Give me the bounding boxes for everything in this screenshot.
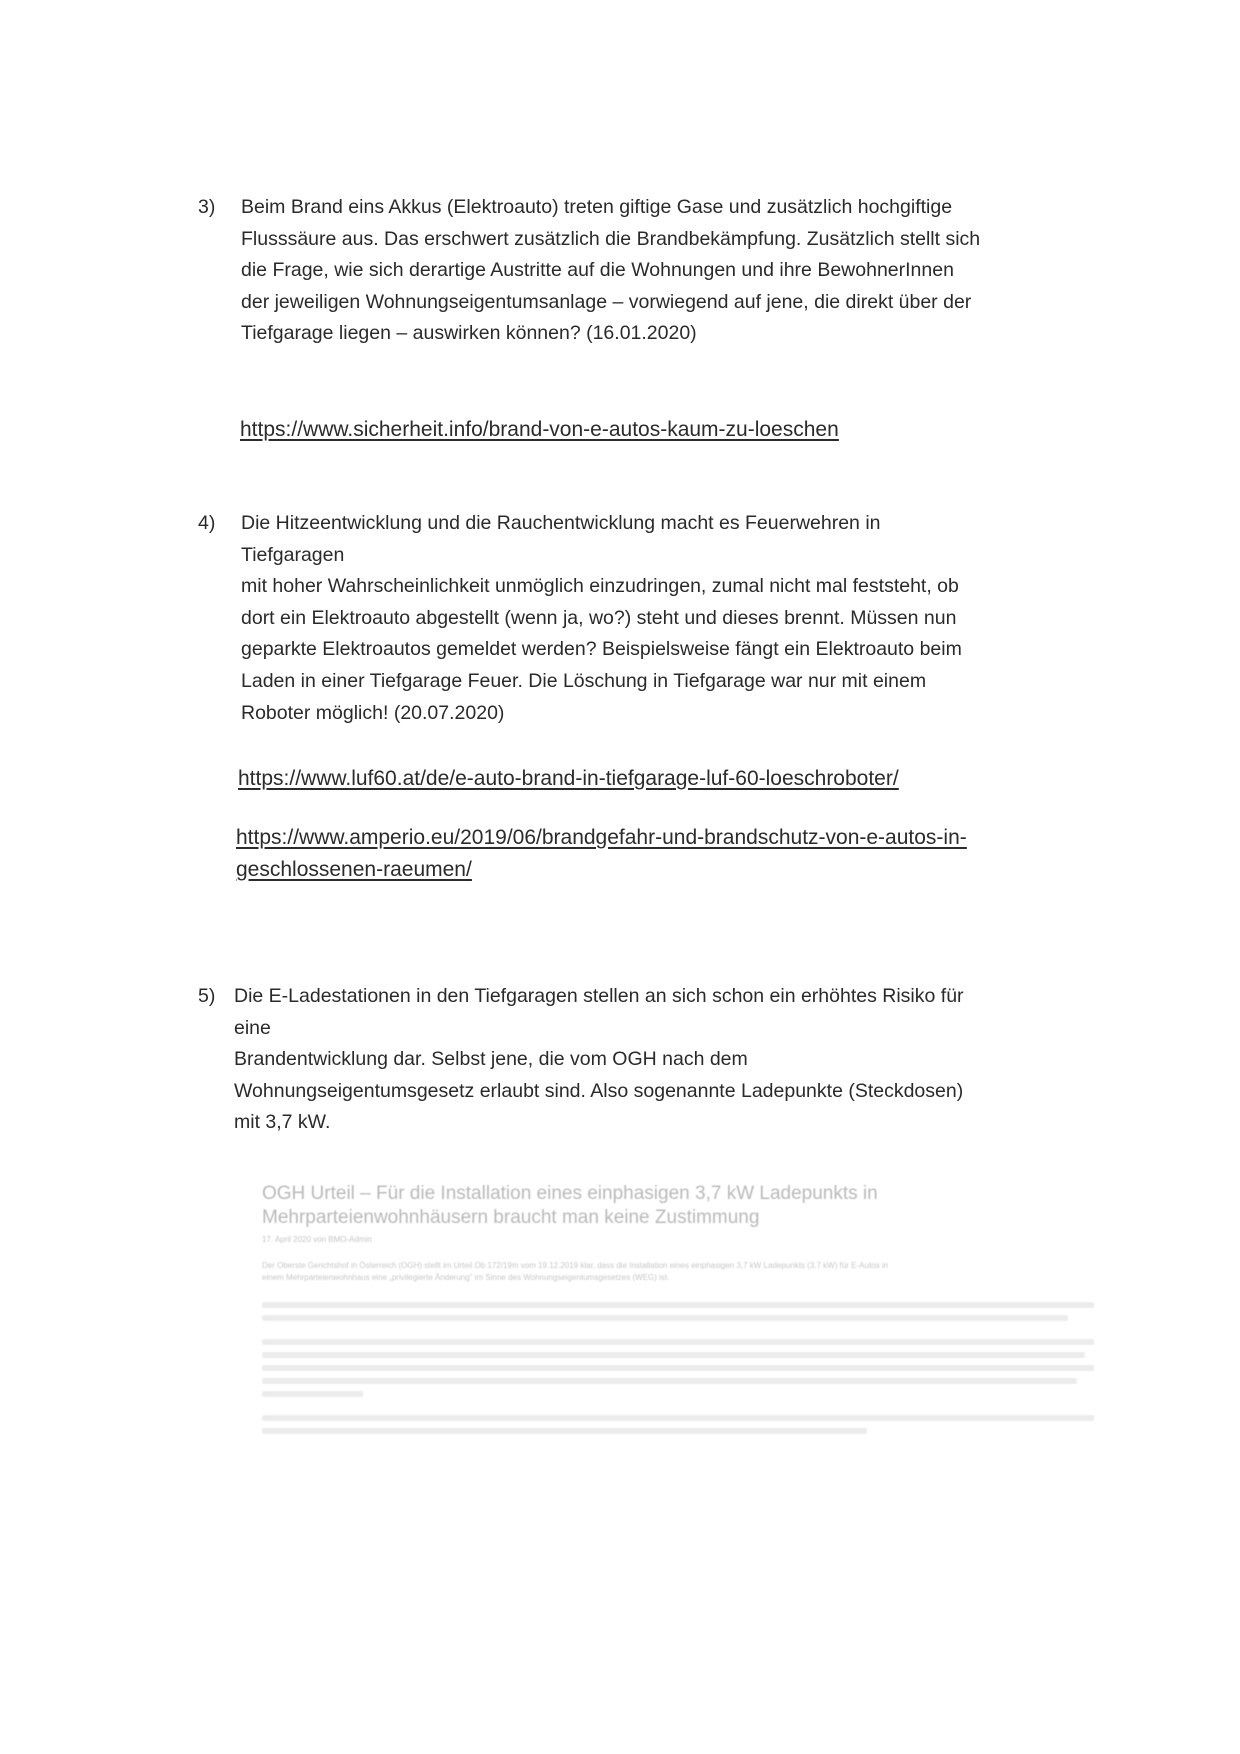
text-line: dort ein Elektroauto abgestellt (wenn ja, wo?) steht und dieses brennt. Müssen nun <box>241 606 957 629</box>
text-line: Brandentwicklung dar. Selbst jene, die vom OGH nach dem <box>234 1048 748 1071</box>
text-line: Die Hitzeentwicklung und die Rauchentwicklung macht es Feuerwehren in <box>241 512 881 534</box>
link-text[interactable]: geschlossenen-raeumen/ <box>236 858 472 881</box>
text-line: Tiefgarage liegen – auswirken können? (16.01.2020) <box>241 322 697 345</box>
text-line: der jeweiligen Wohnungseigentumsanlage – vorwiegend auf jene, die direkt über der <box>241 290 972 313</box>
text-line: Roboter möglich! (20.07.2020) <box>241 701 505 724</box>
clipping-line: Der Oberste Gerichtshof in Österreich (OGH) stellt im Urteil Ob 172/19m vom 19.12.2019 klar, dass die Installation eines einphasigen 3,7 kW Ladepunkts (3,7 kW) für E-Autos in <box>262 1261 889 1270</box>
clipping-title: Mehrparteienwohnhäusern braucht man keine Zustimmung <box>262 1207 760 1228</box>
link-text[interactable]: https://www.luf60.at/de/e-auto-brand-in-tiefgarage-luf-60-loeschroboter/ <box>238 767 899 790</box>
illegible-line <box>262 1378 1077 1384</box>
link-text[interactable]: https://www.sicherheit.info/brand-von-e-autos-kaum-zu-loeschen <box>240 418 839 441</box>
clipping-paragraph <box>262 1260 1102 1284</box>
illegible-line <box>262 1339 1094 1345</box>
illegible-line <box>262 1428 867 1434</box>
text-line: Wohnungseigentumsgesetz erlaubt sind. Also sogenannte Ladepunkte (Steckdosen) <box>234 1079 964 1102</box>
illegible-line <box>262 1415 1094 1421</box>
clipping-line: einem Mehrparteienwohnhaus eine „privilegierte Änderung" im Sinne des Wohnungseigentumsgesetzes (WEG) ist. <box>262 1273 670 1282</box>
illegible-paragraph <box>262 1302 1102 1321</box>
text-line: mit 3,7 kW. <box>234 1111 331 1134</box>
illegible-paragraph <box>262 1339 1102 1397</box>
clipping-meta: 17. April 2020 von BMO-Admin <box>262 1235 372 1244</box>
clipping-title: OGH Urteil – Für die Installation eines einphasigen 3,7 kW Ladepunkts in <box>262 1183 878 1204</box>
text-line: Die E-Ladestationen in den Tiefgaragen stellen an sich schon ein erhöhtes Risiko für <box>234 985 964 1007</box>
item-number: 4) <box>198 512 216 534</box>
text-line: Tiefgaragen <box>241 543 345 566</box>
text-line: eine <box>234 1016 271 1039</box>
link-text[interactable]: https://www.amperio.eu/2019/06/brandgefahr-und-brandschutz-von-e-autos-in- <box>236 826 967 849</box>
item-number: 3) <box>198 196 216 218</box>
illegible-line <box>262 1391 363 1397</box>
source-link[interactable] <box>238 763 899 795</box>
illegible-line <box>262 1352 1085 1358</box>
item-number: 5) <box>198 985 216 1007</box>
item-text <box>241 192 980 350</box>
text-line: Laden in einer Tiefgarage Feuer. Die Löschung in Tiefgarage war nur mit einem <box>241 669 927 692</box>
text-line: geparkte Elektroautos gemeldet werden? Beispielsweise fängt ein Elektroauto beim <box>241 638 962 661</box>
article-clipping <box>262 1182 1102 1441</box>
illegible-line <box>262 1302 1094 1308</box>
source-link[interactable] <box>240 414 839 446</box>
text-line: Beim Brand eins Akkus (Elektroauto) treten giftige Gase und zusätzlich hochgiftige <box>241 196 953 218</box>
illegible-line <box>262 1365 1094 1371</box>
source-link[interactable] <box>236 822 967 886</box>
illegible-paragraph <box>262 1415 1102 1434</box>
illegible-line <box>262 1315 1068 1321</box>
item-text <box>241 508 962 729</box>
text-line: mit hoher Wahrscheinlichkeit unmöglich einzudringen, zumal nicht mal feststeht, ob <box>241 575 959 598</box>
text-line: Flusssäure aus. Das erschwert zusätzlich die Brandbekämpfung. Zusätzlich stellt sich <box>241 227 981 250</box>
text-line: die Frage, wie sich derartige Austritte auf die Wohnungen und ihre BewohnerInnen <box>241 259 954 282</box>
item-text <box>234 981 964 1139</box>
